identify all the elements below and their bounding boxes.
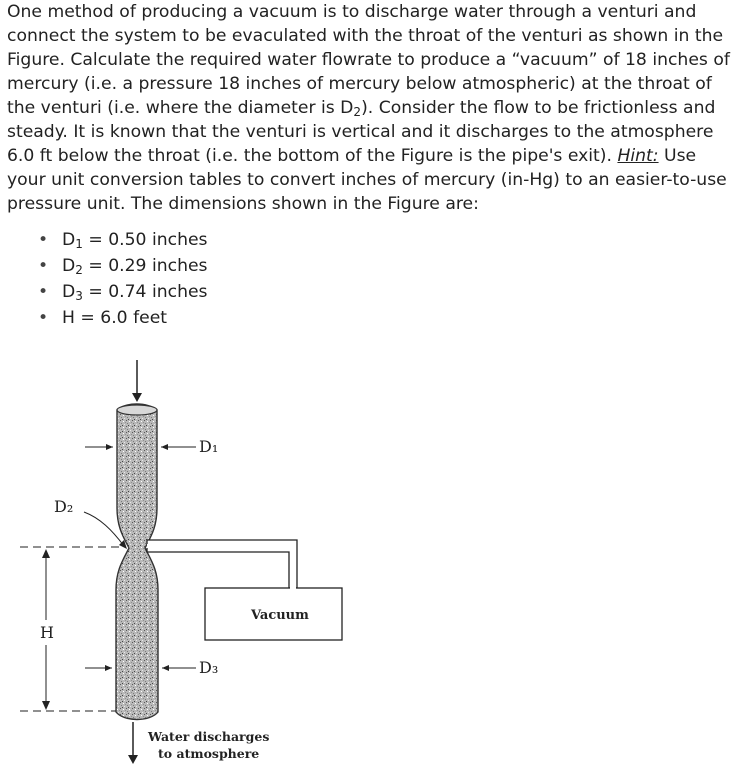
discharge-label-line1: Water discharges — [148, 729, 270, 744]
pipe-top-rim — [117, 405, 157, 415]
inflow-arrowhead — [132, 393, 142, 402]
outflow-arrowhead — [128, 755, 138, 764]
problem-sub: 2 — [353, 105, 362, 119]
h-arrowhead-top — [42, 549, 50, 558]
dimension-d2: • $D_2 = 0.29$ inches — [38, 253, 208, 279]
problem-text-2: ). Consider the flow to be frictionless and steady. It is known that the venturi is vertical and it discharges to the atmosphere 6.0 ft below the throat (i.e. the bottom of the Figure is the pipe's exit). — [7, 98, 716, 166]
vacuum-label: Vacuum — [251, 608, 309, 623]
dimension-d3: • $D_3 = 0.74$ inches — [38, 279, 208, 305]
d3-arrowhead-left — [105, 665, 112, 671]
problem-text-1: One method of producing a vacuum is to discharge water through a venturi and connect the system to be evaculated with the throat of the venturi as shown in the Figure. Calculate the required water flowrate to produce a “vacuum” of 18 inches of mercury (i.e. a pressure 18 inches of mercury below atmospheric) at the throat of the venturi (i.e. where the diameter is D — [7, 2, 730, 118]
d1-arrowhead-left — [106, 444, 113, 450]
suction-tube — [147, 540, 297, 588]
dimension-d1: • $D_1 = 0.50$ inches — [38, 227, 208, 253]
d3-label: D₃ — [199, 658, 219, 677]
venturi-pipe — [116, 404, 158, 720]
d2-label: D₂ — [54, 497, 74, 516]
d3-arrowhead-right — [162, 665, 169, 671]
problem-text-3: Use your unit conversion tables to convert inches of mercury (in-Hg) to an easier-to-use pressure unit. The dimensions shown in the Figure are: — [7, 146, 727, 214]
discharge-label-line2: to atmosphere — [158, 746, 260, 761]
h-label: H — [40, 623, 54, 642]
d1-label: D₁ — [199, 437, 219, 456]
hint-label[interactable]: Hint: — [617, 146, 659, 166]
d1-arrowhead-right — [161, 444, 168, 450]
h-arrowhead-bottom — [42, 701, 50, 710]
dimension-h: • H = 6.0 feet — [38, 305, 208, 331]
